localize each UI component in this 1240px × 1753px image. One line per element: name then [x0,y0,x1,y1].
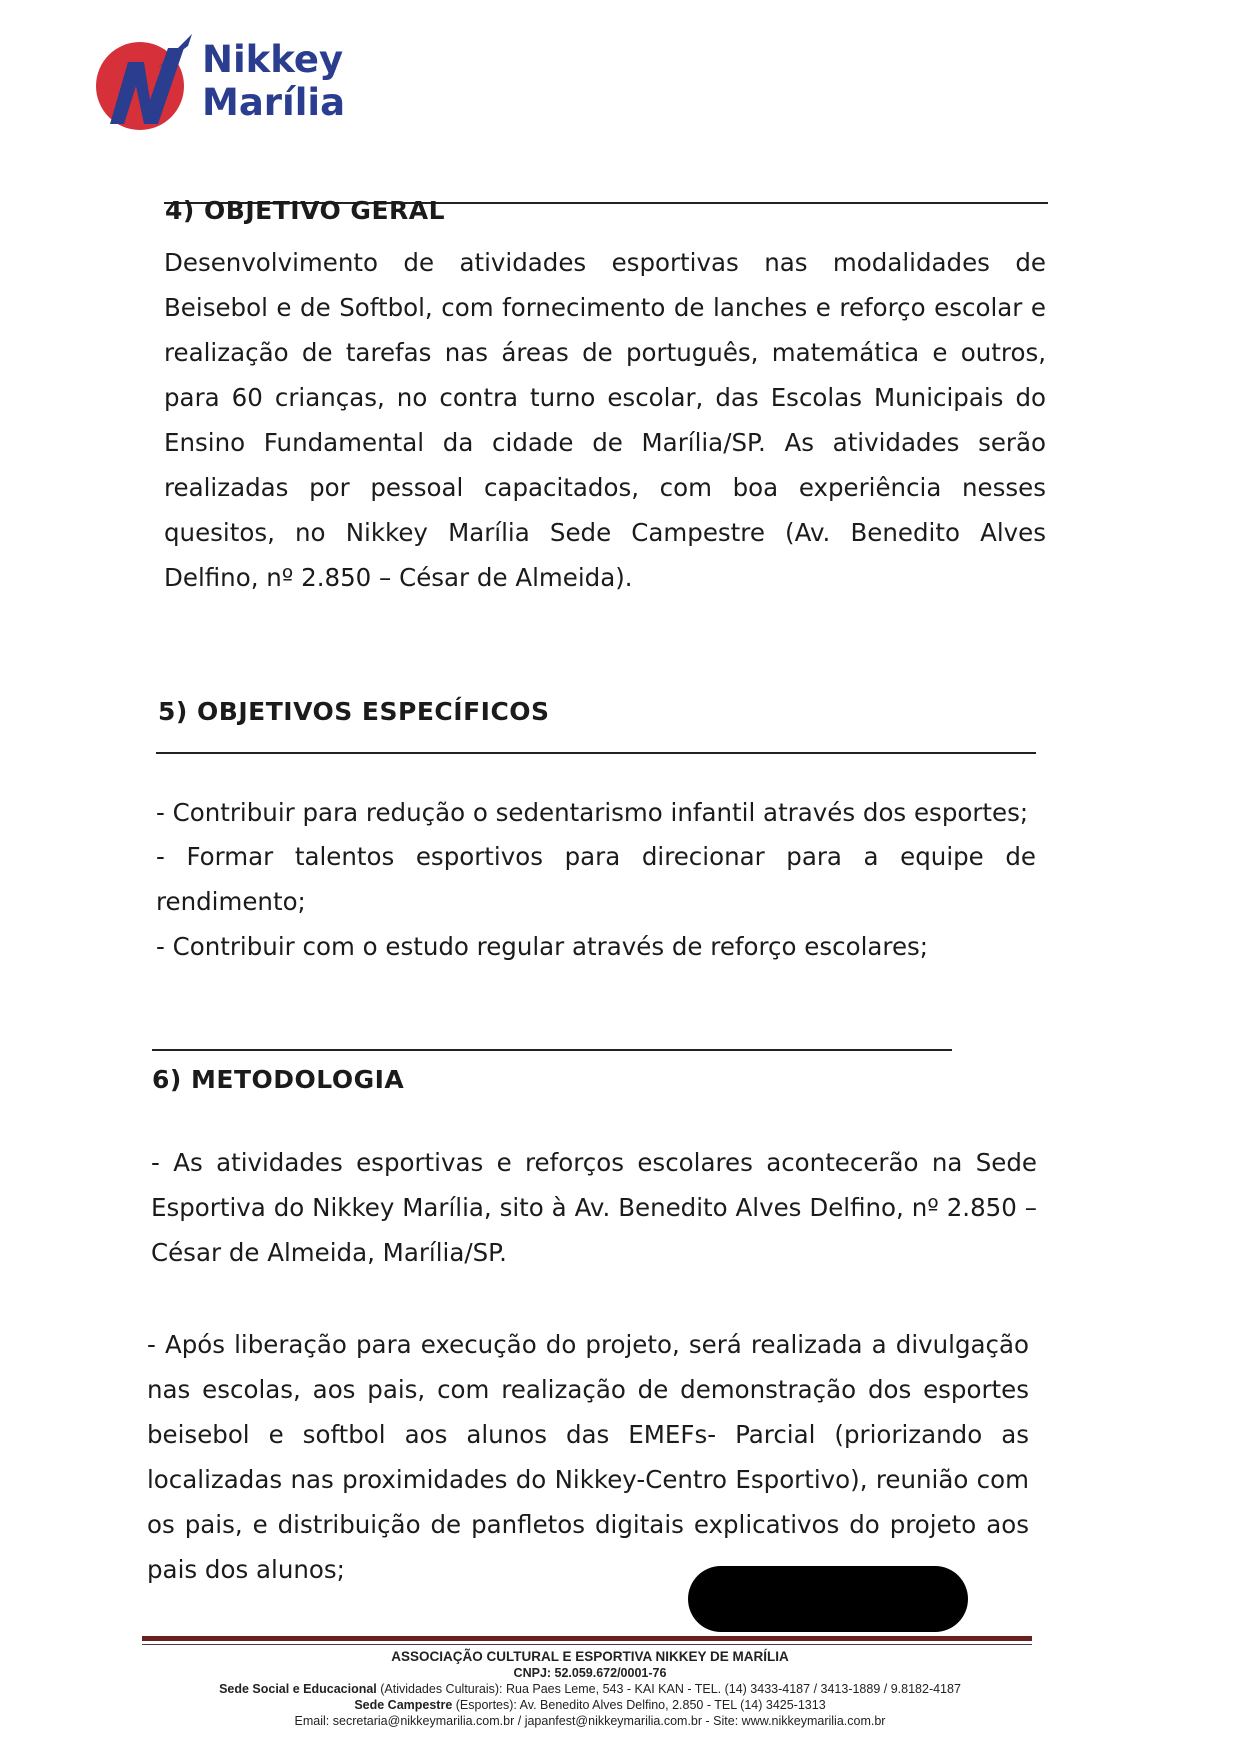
nikkey-marilia-logo [88,28,378,140]
footer-site-label: - Site: [705,1714,739,1728]
section-5-heading: 5) OBJETIVOS ESPECÍFICOS [158,697,550,726]
footer-campestre-text: (Esportes): Av. Benedito Alves Delfino, 2.850 - TEL (14) 3425-1313 [455,1698,826,1712]
footer-org-name: ASSOCIAÇÃO CULTURAL E ESPORTIVA NIKKEY DE MARÍLIA [391,1649,789,1664]
footer-email-1[interactable]: secretaria@nikkeymarilia.com.br [332,1714,515,1728]
footer-campestre-label: Sede Campestre [354,1698,453,1712]
section-5-item-3: - Contribuir com o estudo regular através de reforço escolares; [156,932,929,961]
redaction-block [688,1566,968,1632]
footer-separator: / [517,1714,522,1728]
section-5-rule [156,752,1036,754]
section-5-item-2: - Formar talentos esportivos para direcionar para a equipe de rendimento; [156,842,1036,916]
footer-contact-line [140,1713,1040,1729]
section-6-heading: 6) METODOLOGIA [152,1065,405,1094]
footer-social-text: (Atividades Culturais): Rua Paes Leme, 543 - KAI KAN - TEL. (14) 3433-4187 / 3413-1889 / 9.8182-4187 [380,1682,961,1696]
section-5-item-1: - Contribuir para redução o sedentarismo infantil através dos esportes; [156,798,1029,827]
footer-campestre-line [140,1697,1040,1713]
logo-line-2: Marília [202,81,346,124]
footer-cnpj: CNPJ: 52.059.672/0001-76 [513,1666,667,1680]
footer [140,1649,1040,1729]
footer-email-2[interactable]: japanfest@nikkeymarilia.com.br [524,1714,703,1728]
logo-wordmark [202,38,345,124]
section-4-paragraph: Desenvolvimento de atividades esportivas nas modalidades de Beisebol e de Softbol, com fornecimento de lanches e reforço escolar e realização de tarefas nas áreas de português, matemática e outros, para 60 crianças, no contra turno escolar, das Escolas Municipais do Ensino Fundamental da cidade de Marília/SP. As atividades serão realizadas por pessoal capacitados, com boa experiência nesses quesitos, no Nikkey Marília Sede Campestre (Av. Benedito Alves Delfino, nº 2.850 – César de Almeida). [164,248,1046,592]
logo-line-1: Nikkey [202,38,344,81]
footer-social-label: Sede Social e Educacional [219,1682,377,1696]
section-4-heading: 4) OBJETIVO GERAL [165,196,446,225]
footer-site[interactable]: www.nikkeymarilia.com.br [741,1714,886,1728]
footer-social-line [140,1681,1040,1697]
footer-rule-thick [142,1636,1032,1641]
footer-rule-thin [142,1644,1032,1645]
section-6-item-1: - As atividades esportivas e reforços escolares acontecerão na Sede Esportiva do Nikkey Marília, sito à Av. Benedito Alves Delfino, nº 2.850 – César de Almeida, Marília/SP. [151,1148,1037,1267]
section-6-rule [152,1049,952,1051]
footer-email-label: Email: [294,1714,330,1728]
logo-emblem-icon [88,28,200,140]
section-6-item-2: - Após liberação para execução do projeto, será realizada a divulgação nas escolas, aos pais, com realização de demonstração dos esportes beisebol e softbol aos alunos das EMEFs- Parcial (priorizando as localizadas nas proximidades do Nikkey-Centro Esportivo), reunião com os pais, e distribuição de panfletos digitais explicativos do projeto aos pais dos alunos; [147,1330,1029,1584]
